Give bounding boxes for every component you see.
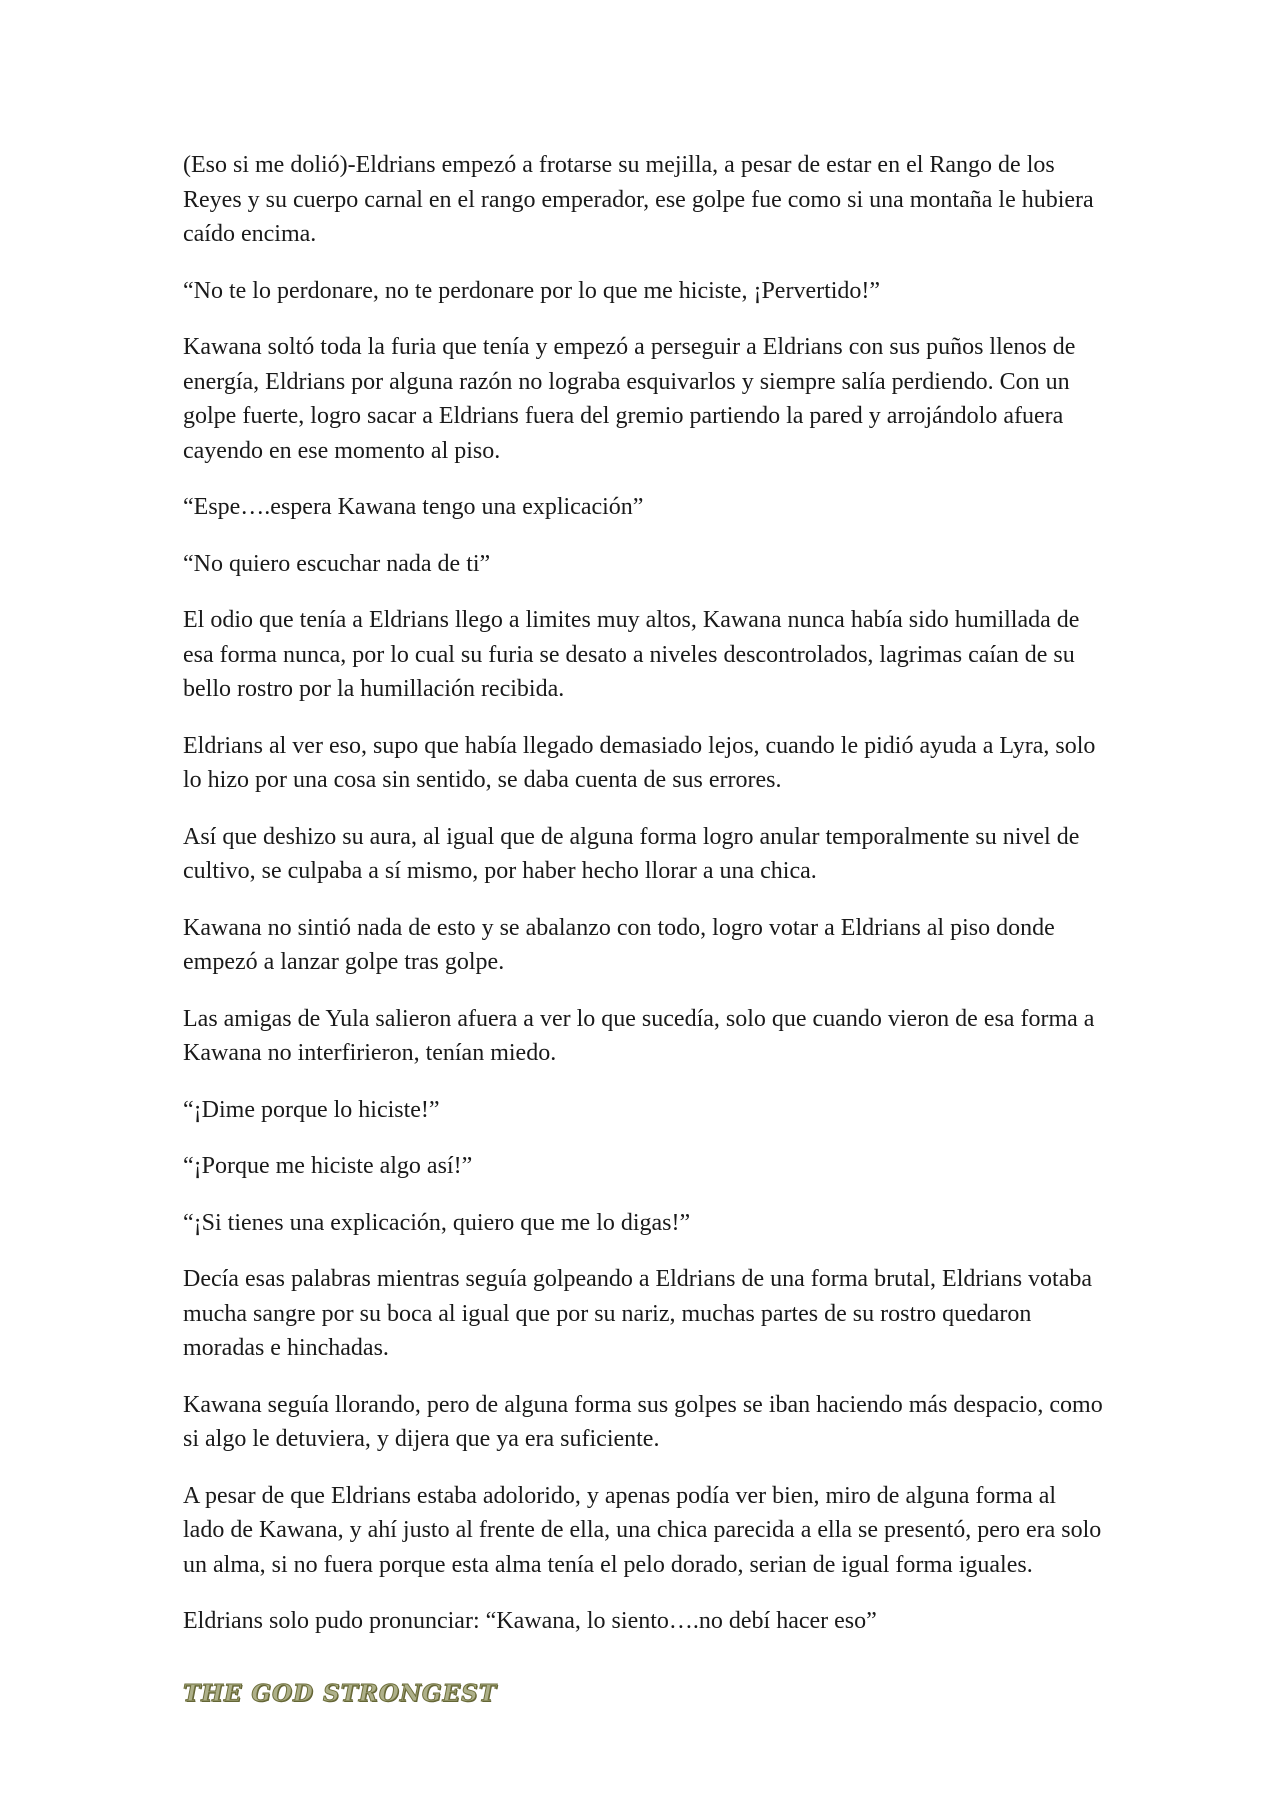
footer-brand-logo: THE GOD STRONGEST (183, 1680, 497, 1707)
paragraph: “¡Si tienes una explicación, quiero que me lo digas!” (183, 1209, 691, 1236)
paragraph: “¡Dime porque lo hiciste!” (183, 1096, 440, 1123)
paragraph: (Eso si me dolió)-Eldrians empezó a frotarse su mejilla, a pesar de estar en el Rango de los Reyes y su cuerpo carnal en el rango emperador, ese golpe fue como si una montaña le hubiera caído encima. (183, 152, 1094, 247)
paragraph: Kawana soltó toda la furia que tenía y empezó a perseguir a Eldrians con sus puños llenos de energía, Eldrians por alguna razón no lograba esquivarlos y siempre salía perdiendo. Con un golpe fuerte, logro sacar a Eldrians fuera del gremio partiendo la pared y arrojándolo afuera cayendo en ese momento al piso. (183, 334, 1076, 464)
paragraph: “Espe….espera Kawana tengo una explicación” (183, 494, 644, 520)
paragraph: Eldrians al ver eso, supo que había llegado demasiado lejos, cuando le pidió ayuda a Lyra, solo lo hizo por una cosa sin sentido, se daba cuenta de sus errores. (183, 732, 1096, 793)
paragraph: Decía esas palabras mientras seguía golpeando a Eldrians de una forma brutal, Eldrians votaba mucha sangre por su boca al igual que por su nariz, muchas partes de su rostro quedaron moradas e hinchadas. (183, 1266, 1092, 1361)
paragraph: Así que deshizo su aura, al igual que de alguna forma logro anular temporalmente su nivel de cultivo, se culpaba a sí mismo, por haber hecho llorar a una chica. (183, 823, 1080, 884)
paragraph: “¡Porque me hiciste algo así!” (183, 1153, 473, 1179)
paragraph: “No quiero escuchar nada de ti” (183, 550, 491, 577)
paragraph: Kawana seguía llorando, pero de alguna forma sus golpes se iban haciendo más despacio, como si algo le detuviera, y dijera que ya era suficiente. (183, 1391, 1103, 1452)
paragraph: Eldrians solo pudo pronunciar: “Kawana, lo siento….no debí hacer eso” (183, 1608, 877, 1634)
paragraph: Las amigas de Yula salieron afuera a ver lo que sucedía, solo que cuando vieron de esa forma a Kawana no interfirieron, tenían miedo. (183, 1005, 1095, 1066)
document-body (183, 148, 1103, 1661)
paragraph: A pesar de que Eldrians estaba adolorido, y apenas podía ver bien, miro de alguna forma al lado de Kawana, y ahí justo al frente de ella, una chica parecida a ella se presentó, pero era solo un alma, si no fuera porque esta alma tenía el pelo dorado, serian de igual forma iguales. (183, 1482, 1102, 1578)
paragraph: Kawana no sintió nada de esto y se abalanzo con todo, logro votar a Eldrians al piso donde empezó a lanzar golpe tras golpe. (183, 914, 1055, 975)
paragraph: “No te lo perdonare, no te perdonare por lo que me hiciste, ¡Pervertido!” (183, 277, 881, 304)
paragraph: El odio que tenía a Eldrians llego a limites muy altos, Kawana nunca había sido humillada de esa forma nunca, por lo cual su furia se desato a niveles descontrolados, lagrimas caían de su bello rostro por la humillación recibida. (183, 607, 1080, 702)
